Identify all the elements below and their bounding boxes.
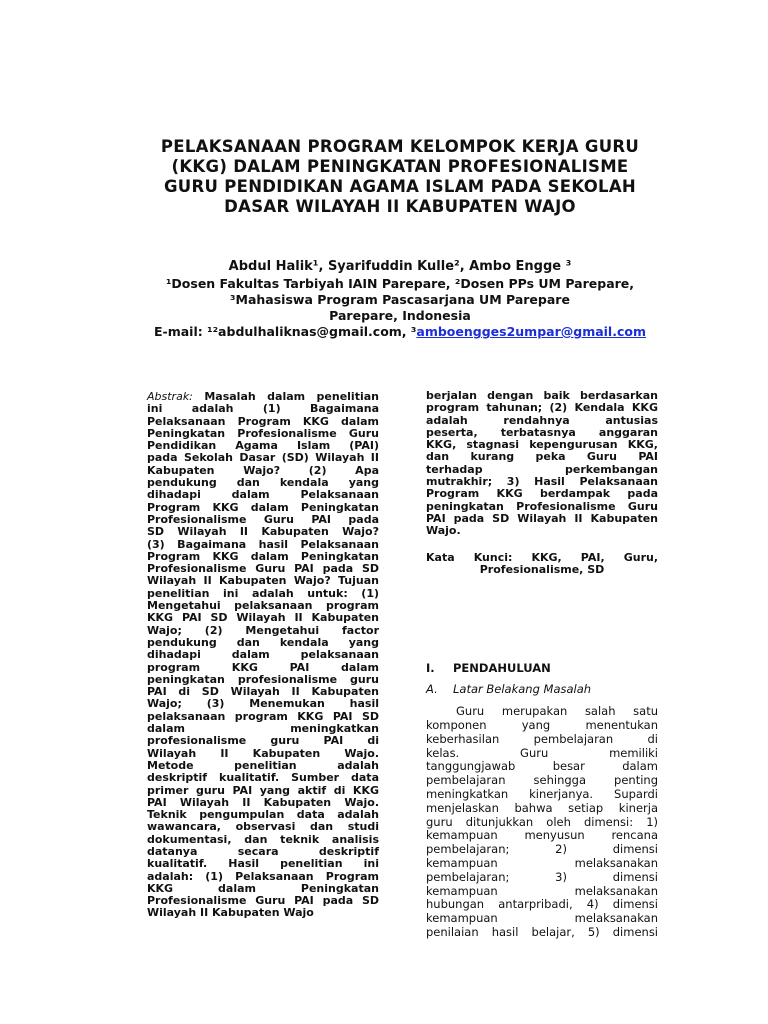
abstract-line: datanya secara deskriptif xyxy=(147,844,379,858)
body-line: Guru merupakan salah satu xyxy=(456,704,658,719)
body-line: pembelajaran sehingga penting xyxy=(426,773,658,788)
abstract-line: mutrakhir; 3) Hasil Pelaksanaan xyxy=(426,475,658,489)
body-line: komponen yang menentukan xyxy=(426,717,658,732)
abstract-line: Wajo. xyxy=(426,524,461,538)
abstract-line: pendukung dan kendala yang xyxy=(147,476,379,490)
body-line: guru ditunjukkan oleh dimensi: 1) xyxy=(426,814,658,829)
email-line xyxy=(100,324,700,340)
title-line: (KKG) DALAM PENINGKATAN PROFESIONALISME xyxy=(171,157,629,176)
body-line: hubungan antarpribadi, 4) dimensi xyxy=(426,897,658,912)
body-line: kemampuan menyusun rencana xyxy=(426,828,658,843)
abstract-line: Profesionalisme Guru PAI pada SD xyxy=(147,562,379,576)
abstract-line: Peningkatan Profesionalisme Guru xyxy=(147,426,379,440)
body-line: meningkatkan kinerjanya. Supardi xyxy=(426,786,658,801)
body-line: keberhasilan pembelajaran di xyxy=(426,731,658,746)
abstract-line: Profesionalisme Guru PAI pada xyxy=(147,512,379,526)
abstract-line: primer guru PAI yang aktif di KKG xyxy=(147,783,379,797)
abstract-line: pelaksanaan program KKG PAI SD xyxy=(147,709,379,723)
abstract-line: SD Wilayah II Kabupaten Wajo? xyxy=(147,525,379,539)
abstract-line: Profesionalisme Guru PAI pada SD xyxy=(147,894,379,908)
body-line: kemampuan melaksanakan xyxy=(426,883,658,898)
abstract-line: KKG dalam Peningkatan xyxy=(147,881,379,895)
section-number: I. xyxy=(426,661,435,676)
abstract-label: Abstrak: xyxy=(147,390,193,403)
abstract-line: dihadapi dalam pelaksanaan xyxy=(147,648,379,662)
abstract-line: peserta, terbatasnya anggaran xyxy=(426,425,658,439)
abstract-line: profesionalisme guru PAI di xyxy=(147,734,379,748)
abstract-line: program tahunan; (2) Kendala KKG xyxy=(426,401,658,415)
affiliation-line: ³Mahasiswa Program Pascasarjana UM Parepare xyxy=(230,292,570,307)
title-line: GURU PENDIDIKAN AGAMA ISLAM PADA SEKOLAH xyxy=(163,177,637,196)
abstract-line: program KKG PAI dalam xyxy=(147,660,379,674)
body-line: menjelaskan bahwa setiap kinerja xyxy=(426,800,658,815)
paper-title xyxy=(140,137,660,217)
subsection-heading xyxy=(426,683,658,697)
abstract-line: wawancara, observasi dan studi xyxy=(147,820,379,834)
body-line: penilaian hasil belajar, 5) dimensi xyxy=(426,924,658,939)
author-block xyxy=(100,259,700,340)
keywords-line: Kata Kunci: KKG, PAI, Guru, xyxy=(426,550,658,564)
abstract-line: kualitatif. Hasil penelitian ini xyxy=(147,857,379,871)
subsection-title: Latar Belakang Masalah xyxy=(453,682,592,697)
abstract-line: deskriptif kualitatif. Sumber data xyxy=(147,771,379,785)
abstract-line: PAI Wilayah II Kabupaten Wajo. xyxy=(147,795,379,809)
affiliation-line: ¹Dosen Fakultas Tarbiyah IAIN Parepare, ²Dosen PPs UM Parepare, xyxy=(165,276,635,291)
abstract-line: dokumentasi, dan teknik analisis xyxy=(147,832,379,846)
abstract-line: peningkatan Profesionalisme Guru xyxy=(426,499,658,513)
right-column xyxy=(426,390,658,940)
abstract-line: Metode penelitian adalah xyxy=(147,758,379,772)
abstract-line: Teknik pengumpulan data adalah xyxy=(147,808,379,822)
keywords-line: Profesionalisme, SD xyxy=(479,562,605,576)
abstract-line: dan kurang peka Guru PAI xyxy=(426,450,658,464)
abstract-line: ini adalah (1) Bagaimana xyxy=(147,402,379,416)
section-heading xyxy=(426,662,658,676)
keywords xyxy=(426,552,658,577)
abstract-line: Wilayah II Kabupaten Wajo xyxy=(147,906,314,920)
section-body xyxy=(426,705,658,940)
section-title: PENDAHULUAN xyxy=(453,661,551,676)
email-link[interactable]: amboengges2umpar@gmail.com xyxy=(416,324,646,339)
subsection-number: A. xyxy=(426,682,438,697)
location: Parepare, Indonesia xyxy=(329,308,471,323)
abstract-line: berjalan dengan baik berdasarkan xyxy=(426,389,658,402)
body-line: pembelajaran; 3) dimensi xyxy=(426,869,658,884)
body-line: kelas. Guru memiliki xyxy=(426,745,658,760)
abstract-line: Pelaksanaan Program KKG dalam xyxy=(147,414,379,428)
abstract-line: Wajo; (2) Mengetahui factor xyxy=(147,623,379,637)
abstract-line: Program KKG dalam Peningkatan xyxy=(147,500,379,514)
abstract-line: adalah: (1) Pelaksanaan Program xyxy=(147,869,379,883)
abstract-column xyxy=(147,391,379,920)
abstract-line: Program KKG dalam Peningkatan xyxy=(147,549,379,563)
abstract-continuation xyxy=(426,390,658,538)
abstract-line: pendukung dan kendala yang xyxy=(147,635,379,649)
abstract-text: Masalah dalam penelitian xyxy=(204,390,379,403)
abstract-line: Wajo; (3) Menemukan hasil xyxy=(147,697,379,711)
abstract-line: dihadapi dalam Pelaksanaan xyxy=(147,488,379,502)
abstract-line: PAI di SD Wilayah II Kabupaten xyxy=(147,685,379,699)
abstract-line: PAI pada SD Wilayah II Kabupaten xyxy=(426,511,658,525)
body-line: tanggungjawab besar dalam xyxy=(426,759,658,774)
abstract-line: KKG PAI SD Wilayah II Kabupaten xyxy=(147,611,379,625)
abstract-line: Pendidikan Agama Islam (PAI) xyxy=(147,439,379,453)
author-names: Abdul Halik¹, Syarifuddin Kulle², Ambo Engge ³ xyxy=(228,259,572,274)
abstract-line: terhadap perkembangan xyxy=(426,462,658,476)
abstract-line: KKG, stagnasi kepengurusan KKG, xyxy=(426,438,658,452)
title-line: PELAKSANAAN PROGRAM KELOMPOK KERJA GURU xyxy=(160,137,640,156)
abstract-line: adalah rendahnya antusias xyxy=(426,413,658,427)
body-line: kemampuan melaksanakan xyxy=(426,855,658,870)
abstract-line: pada Sekolah Dasar (SD) Wilayah II xyxy=(147,451,379,465)
abstract-line: Wilayah II Kabupaten Wajo? Tujuan xyxy=(147,574,379,588)
abstract-line: Kabupaten Wajo? (2) Apa xyxy=(147,463,379,477)
abstract-line: peningkatan profesionalisme guru xyxy=(147,672,379,686)
abstract-line: Program KKG berdampak pada xyxy=(426,487,658,501)
abstract-line: dalam meningkatkan xyxy=(147,722,379,736)
abstract-line: Mengetahui pelaksanaan program xyxy=(147,599,379,613)
abstract-line: Wilayah II Kabupaten Wajo. xyxy=(147,746,379,760)
title-line: DASAR WILAYAH II KABUPATEN WAJO xyxy=(224,197,576,216)
body-line: kemampuan melaksanakan xyxy=(426,911,658,926)
body-line: pembelajaran; 2) dimensi xyxy=(426,842,658,857)
abstract-line: (3) Bagaimana hasil Pelaksanaan xyxy=(147,537,379,551)
email-prefix: E-mail: ¹²abdulhaliknas@gmail.com, ³ xyxy=(154,324,417,339)
abstract-line: penelitian ini adalah untuk: (1) xyxy=(147,586,379,600)
